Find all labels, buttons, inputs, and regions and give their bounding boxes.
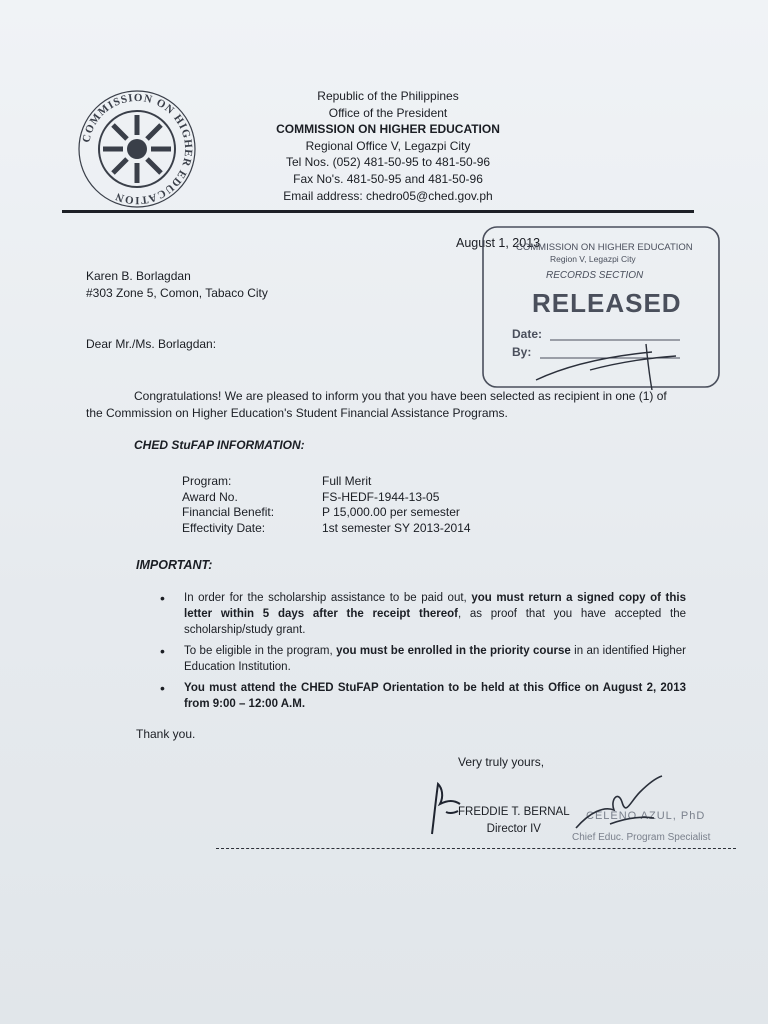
second-signer-title: Chief Educ. Program Specialist [572, 832, 711, 843]
letterhead-fax: Fax No's. 481-50-95 and 481-50-96 [293, 171, 483, 186]
stamp-by-label: By: [512, 345, 532, 359]
info-label: Award No. [182, 489, 238, 504]
letter-date: August 1, 2013 [456, 236, 541, 250]
dotted-divider [216, 848, 736, 849]
bullet-text: , as proof that you have accepted the scholarship/study grant. [184, 608, 686, 636]
stamp-region: Region V, Legazpi City [550, 254, 636, 264]
bullet-text: To be eligible in the program, [184, 645, 337, 657]
info-label: Financial Benefit: [182, 505, 275, 520]
info-title: CHED StuFAP INFORMATION: [134, 438, 305, 452]
bullet-text: In order for the scholarship assistance to be paid out, [184, 592, 472, 604]
stamp-status: RELEASED [532, 288, 682, 318]
ched-seal-icon [76, 88, 198, 210]
signature-second-icon [570, 772, 680, 842]
bullet-text: in an identified Higher Education Institution. [184, 645, 686, 673]
info-table [182, 474, 471, 536]
info-row [182, 521, 471, 537]
salutation: Dear Mr./Ms. Borlagdan: [86, 337, 217, 351]
letterhead [200, 88, 576, 204]
stamp-date-label: Date: [512, 327, 543, 341]
letterhead-republic: Republic of the Philippines [317, 89, 459, 103]
info-label: Program: [182, 474, 232, 488]
thank-you: Thank you. [136, 727, 196, 741]
letterhead-tel: Tel Nos. (052) 481-50-95 to 481-50-96 [285, 155, 491, 170]
info-label: Effectivity Date: [182, 520, 266, 535]
info-row [182, 490, 471, 506]
released-stamp [480, 224, 722, 390]
recipient-block [86, 268, 268, 302]
recipient-name: Karen B. Borlagdan [86, 269, 191, 283]
bullet-bold-text: you must return a signed copy of this letter within 5 days after the receipt thereof [184, 592, 687, 620]
signer-block [458, 804, 570, 838]
closing: Very truly yours, [458, 755, 545, 769]
letterhead-regional-office: Regional Office V, Legazpi City [305, 138, 471, 153]
letterhead-email: Email address: chedro05@ched.gov.ph [283, 188, 493, 203]
letterhead-divider [62, 210, 694, 213]
recipient-address: #303 Zone 5, Comon, Tabaco City [86, 286, 268, 300]
info-value: FS-HEDF-1944-13-05 [322, 489, 440, 504]
important-list [160, 590, 686, 717]
info-value: Full Merit [322, 474, 372, 488]
body-paragraph: Congratulations! We are pleased to inform you that you have been selected as recipient in one (1) of the Commission on Higher Education's Student Financial Assistance Programs. [86, 389, 667, 420]
signer-title: Director IV [486, 823, 541, 835]
bullet-bold-text: you must be enrolled in the priority course [336, 645, 571, 657]
list-item [160, 590, 686, 638]
list-item [160, 680, 686, 712]
letterhead-office: Office of the President [328, 105, 448, 120]
bullet-bold-text: You must attend the CHED StuFAP Orientation to be held at this Office on August 2, 2013 from 9:00 – 12:00 A.M. [184, 682, 686, 710]
seal-text: COMMISSION ON HIGHER EDUCATION [80, 91, 195, 207]
important-title: IMPORTANT: [136, 558, 213, 572]
info-value: 1st semester SY 2013-2014 [322, 520, 471, 535]
info-row [182, 474, 471, 490]
stamp-records: RECORDS SECTION [546, 270, 644, 281]
stamp-commission: COMMISSION ON HIGHER EDUCATION [516, 242, 693, 253]
second-signer-name: CELENO AZUL, PhD [586, 810, 706, 822]
letterhead-commission: COMMISSION ON HIGHER EDUCATION [276, 122, 500, 137]
signer-name: FREDDIE T. BERNAL [458, 806, 570, 818]
list-item [160, 643, 686, 675]
info-row [182, 505, 471, 521]
info-value: P 15,000.00 per semester [322, 505, 460, 520]
